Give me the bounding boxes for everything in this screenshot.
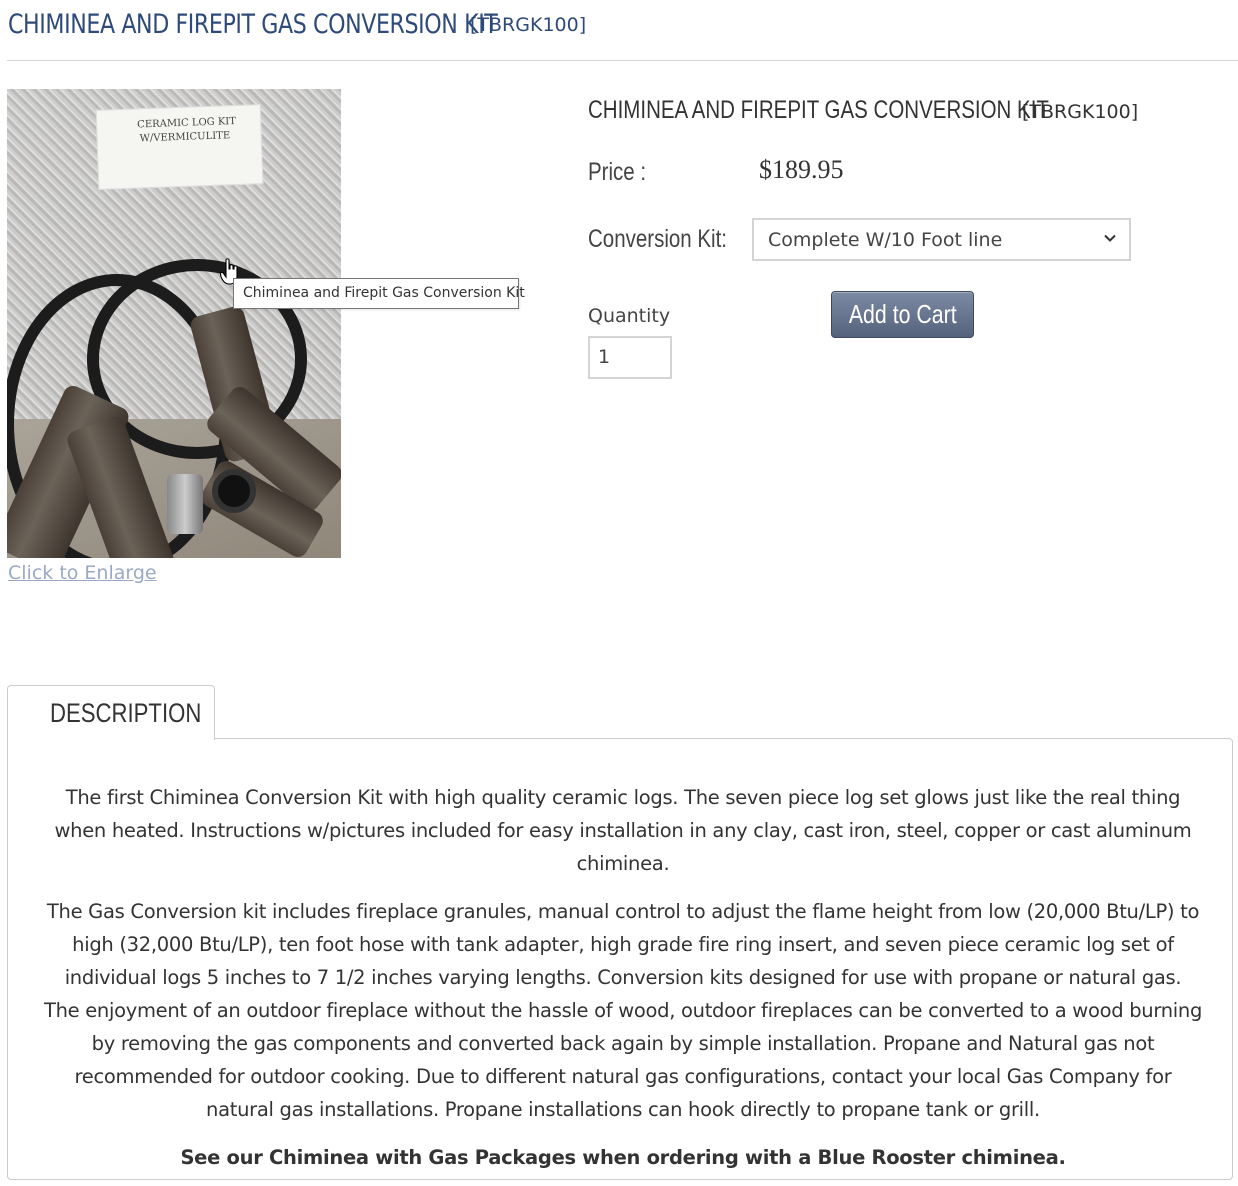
- description-text: [38, 781, 1208, 1186]
- product-sku: [TBRGK100]: [1022, 101, 1139, 123]
- quantity-label: Quantity: [588, 305, 671, 327]
- product-image[interactable]: [7, 89, 341, 558]
- label-line-1: CERAMIC LOG KIT: [137, 116, 237, 131]
- page-title: CHIMINEA AND FIREPIT GAS CONVERSION KIT: [8, 8, 498, 40]
- description-paragraph-4: See our Chiminea with Gas Packages when ordering with a Blue Rooster chiminea.: [180, 1146, 1066, 1169]
- image-tooltip: Chiminea and Firepit Gas Conversion Kit: [233, 278, 519, 309]
- title-divider: [7, 60, 1238, 61]
- description-paragraph-1: The first Chiminea Conversion Kit with high quality ceramic logs. The seven piece log set glows just like the real thing when heated. Instructions w/pictures included for easy installation in any clay, cast iron, steel, copper or cast aluminum chiminea.: [54, 786, 1192, 875]
- quantity-input[interactable]: 1: [588, 336, 672, 379]
- tank-adapter: [212, 469, 256, 513]
- add-to-cart-button[interactable]: [831, 291, 974, 338]
- tab-description-label: DESCRIPTION: [50, 698, 202, 728]
- description-paragraph-2: The Gas Conversion kit includes fireplace granules, manual control to adjust the flame height from low (20,000 Btu/LP) to high (32,000 Btu/LP), ten foot hose with tank adapter, high grade fire ring insert, and seven piece ceramic log set of individual logs 5 inches to 7 1/2 inches varying lengths. Conversion kits designed for use with propane or natural gas.: [46, 900, 1200, 989]
- description-panel: [7, 738, 1233, 1180]
- price-label: Price :: [588, 158, 647, 186]
- click-to-enlarge-link[interactable]: Click to Enlarge: [8, 562, 157, 584]
- conversion-kit-select[interactable]: [752, 218, 1131, 261]
- regulator: [167, 474, 203, 534]
- price-value: $189.95: [759, 155, 844, 184]
- product-label-card: [96, 104, 264, 190]
- label-line-2: W/VERMICULITE: [139, 130, 231, 145]
- conversion-kit-label: Conversion Kit:: [588, 225, 728, 253]
- page-title-sku: [TBRGK100]: [470, 14, 587, 36]
- product-name: CHIMINEA AND FIREPIT GAS CONVERSION KIT: [588, 96, 1049, 124]
- tab-description[interactable]: [7, 685, 215, 740]
- add-to-cart-label: Add to Cart: [848, 299, 957, 329]
- chevron-down-icon: [1103, 231, 1117, 245]
- conversion-kit-selected-value: Complete W/10 Foot line: [768, 229, 1003, 251]
- description-paragraph-3: The enjoyment of an outdoor fireplace without the hassle of wood, outdoor fireplaces can be converted to a wood burning by removing the gas components and converted back again by simple installation. Propane and Natural gas not recommended for outdoor cooking. Due to different natural gas configurations, contact your local Gas Company for natural gas installations. Propane installations can hook directly to propane tank or grill.: [43, 999, 1203, 1121]
